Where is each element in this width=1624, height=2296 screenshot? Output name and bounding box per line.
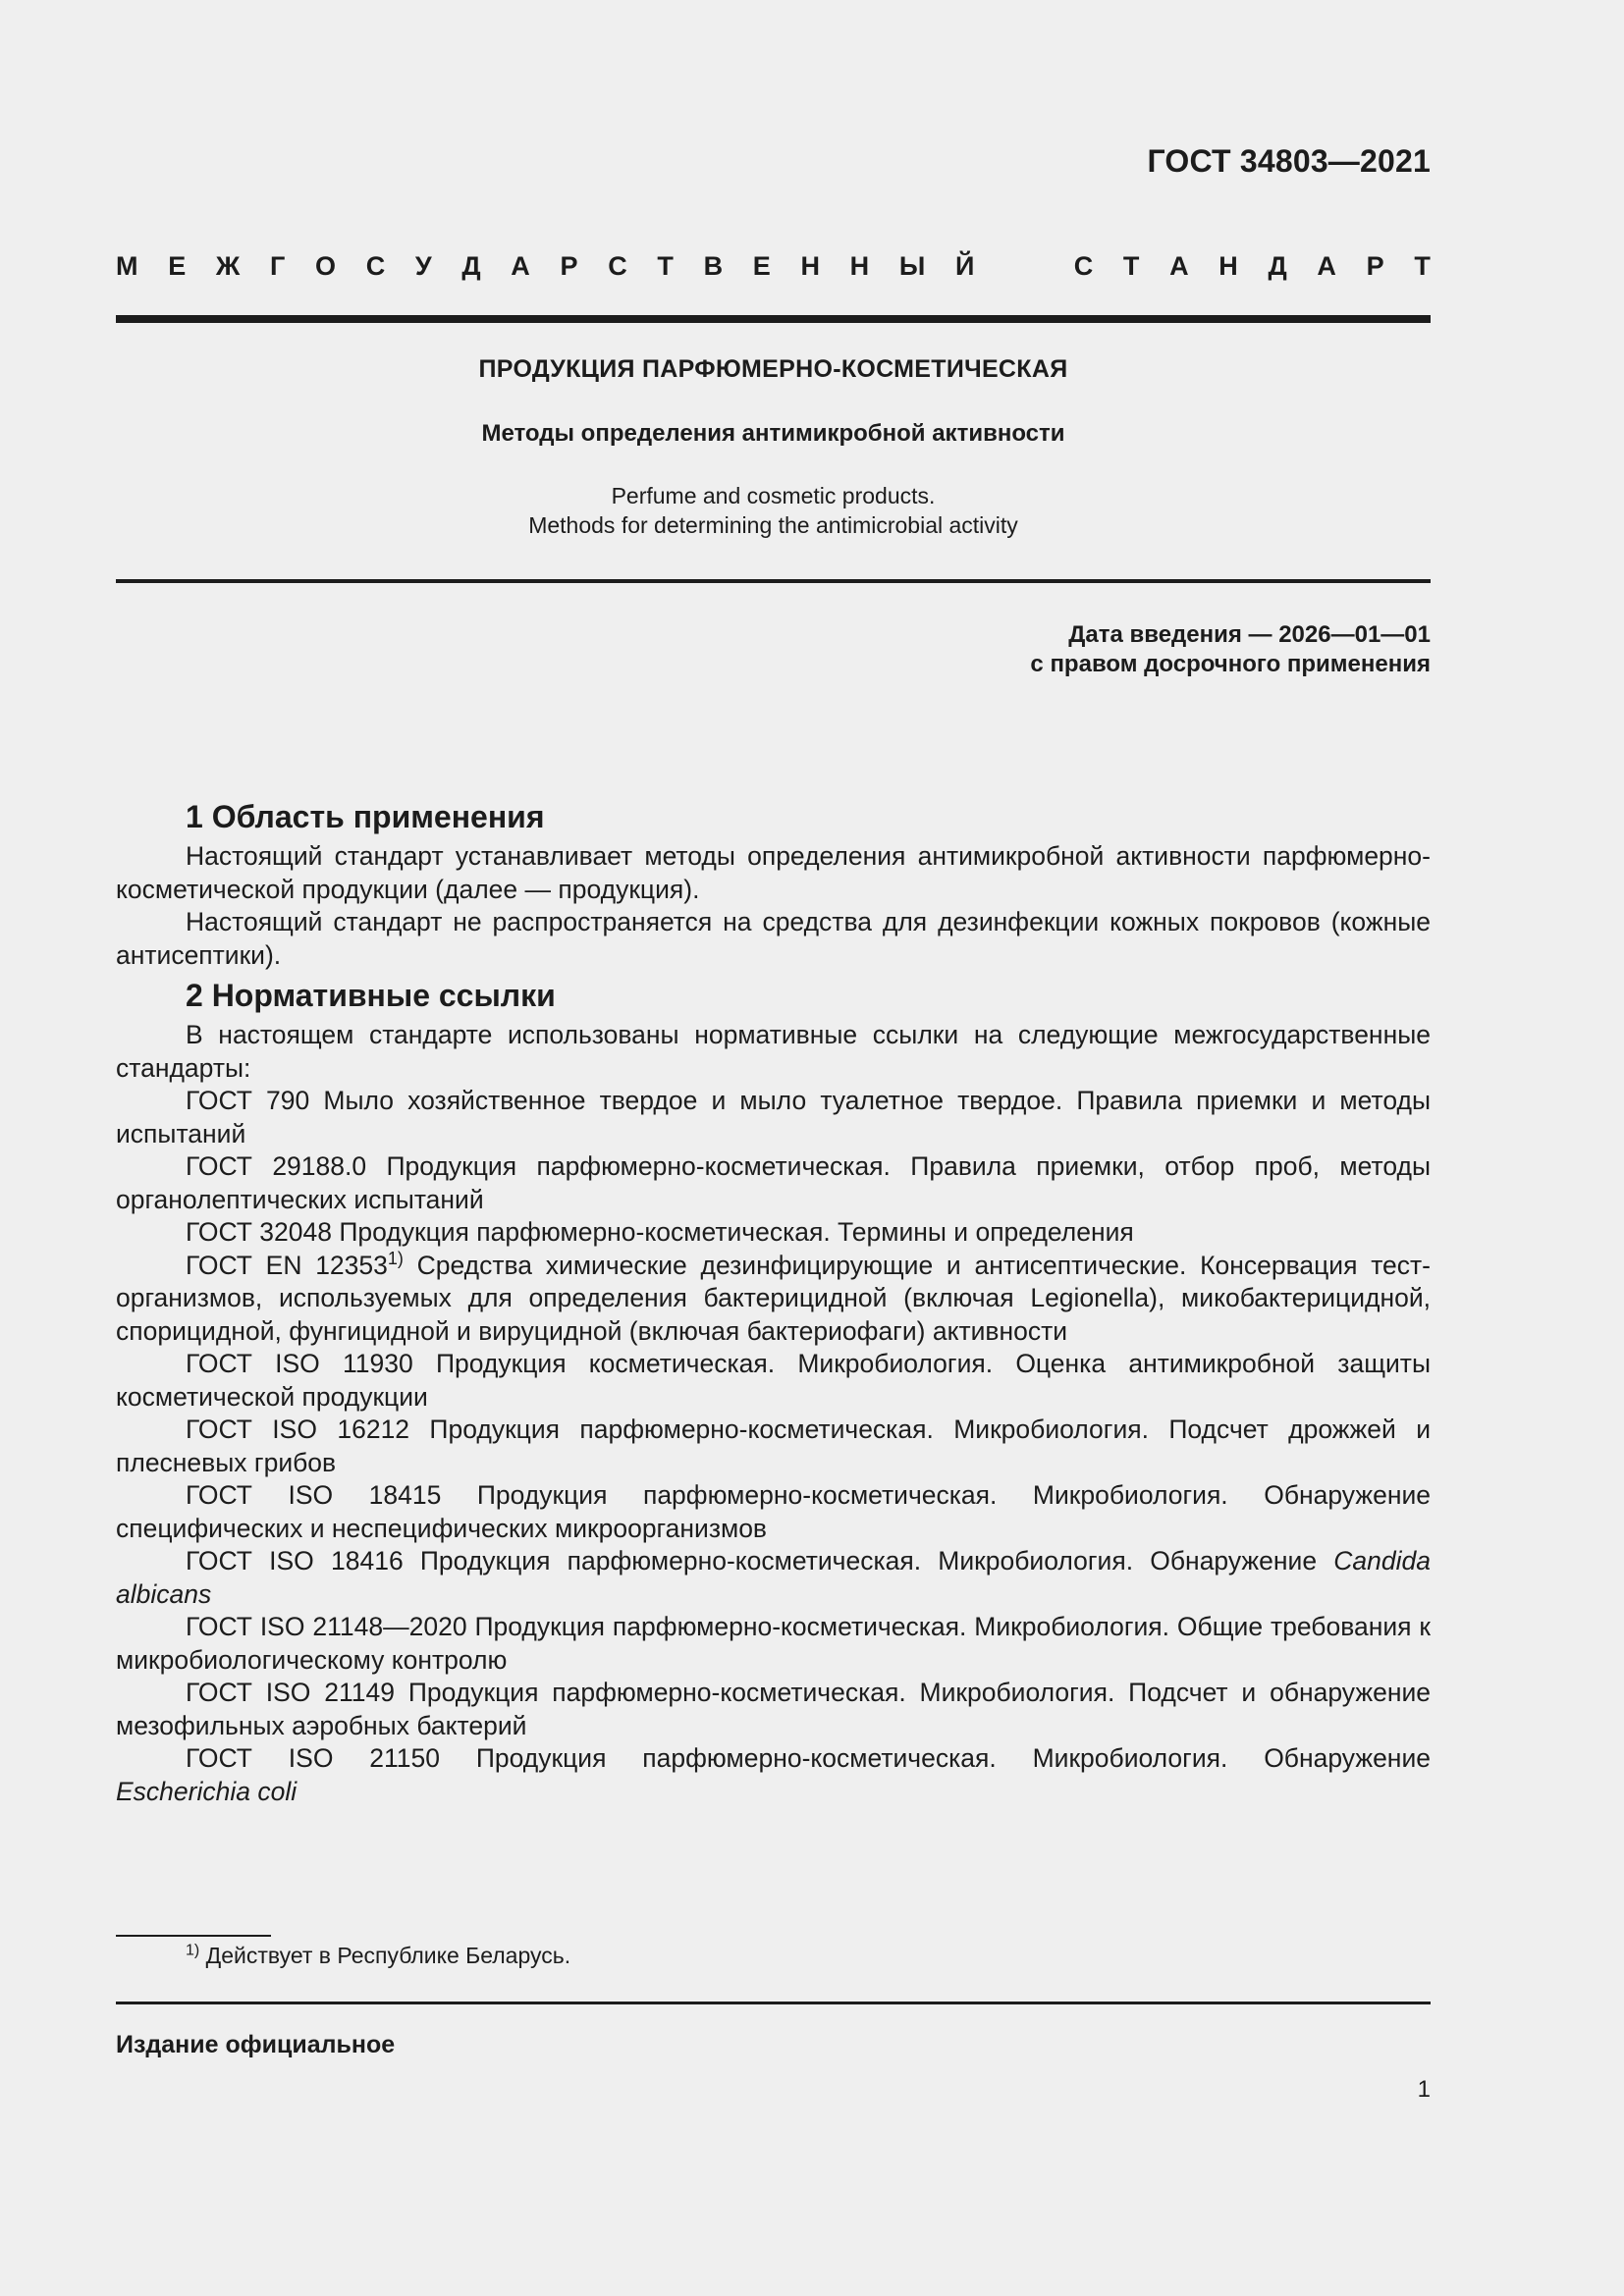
footnote xyxy=(186,1941,570,1970)
reference-gost-iso-11930: ГОСТ ISO 11930 Продукция косметическая. Микробиология. Оценка антимикробной защиты косметической продукции xyxy=(116,1349,1431,1412)
early-application-note: с правом досрочного применения xyxy=(1030,651,1431,677)
document-title: ПРОДУКЦИЯ ПАРФЮМЕРНО-КОСМЕТИЧЕСКАЯ xyxy=(478,355,1068,383)
heading-letter: А xyxy=(1317,251,1336,281)
footer-rule xyxy=(116,2002,1431,2004)
section-1-paragraph-2: Настоящий стандарт не распространяется на средства для дезинфекции кожных покровов (кожные антисептики). xyxy=(116,907,1431,970)
reference-gost-iso-21150-species xyxy=(116,1776,1431,1809)
reference-text: Средства химические дезинфицирующие и антисептические. Консервация тест-организмов, используемых для определения бактерицидной (включая Legionella), микобактерицидной, спорицидной, фунгицидной и вируцидной (включая бактериофаги) активности xyxy=(116,1250,1431,1346)
reference-gost-en-12353 xyxy=(116,1250,1431,1349)
document-subtitle: Методы определения антимикробной активности xyxy=(481,420,1065,447)
heading-letter: Г xyxy=(269,251,286,281)
footnote-mark: 1) xyxy=(387,1248,404,1268)
heading-letter: Т xyxy=(657,251,674,281)
heading-letter: В xyxy=(703,251,724,281)
introduction-date: Дата введения — 2026—01—01 xyxy=(1068,621,1431,648)
heading-letter: Е xyxy=(168,251,187,281)
heading-letter: Р xyxy=(1366,251,1384,281)
word-gap xyxy=(1004,251,1044,282)
footnote-mark: 1) xyxy=(186,1942,200,1959)
species-name: Candida albicans xyxy=(116,1546,1431,1609)
reference-gost-iso-18416 xyxy=(116,1545,1431,1611)
reference-gost-iso-21149: ГОСТ ISO 21149 Продукция парфюмерно-косметическая. Микробиология. Подсчет и обнаружение мезофильных аэробных бактерий xyxy=(116,1678,1431,1740)
interstate-standard-heading xyxy=(116,251,1431,282)
heading-letter: Н xyxy=(849,251,870,281)
heading-letter: Т xyxy=(1414,251,1431,281)
heading-letter: Н xyxy=(800,251,820,281)
reference-gost-iso-18415: ГОСТ ISO 18415 Продукция парфюмерно-косметическая. Микробиология. Обнаружение специфических и неспецифических микроорганизмов xyxy=(116,1480,1431,1543)
section-2-intro: В настоящем стандарте использованы нормативные ссылки на следующие межгосударственные стандарты: xyxy=(116,1020,1431,1083)
species-name: Escherichia coli xyxy=(116,1776,298,1806)
reference-gost-iso-21150 xyxy=(116,1742,1431,1776)
heading-letter: С xyxy=(365,251,386,281)
reference-gost-790: ГОСТ 790 Мыло хозяйственное твердое и мыло туалетное твердое. Правила приемки и методы испытаний xyxy=(116,1086,1431,1148)
heading-letter: С xyxy=(608,251,627,281)
gost-number: ГОСТ 34803—2021 xyxy=(1147,143,1431,179)
reference-gost-32048: ГОСТ 32048 Продукция парфюмерно-косметическая. Термины и определения xyxy=(186,1217,1134,1247)
heading-letter: У xyxy=(414,251,432,281)
heading-letter: Е xyxy=(752,251,771,281)
heading-letter: Ы xyxy=(898,251,926,281)
heading-letter: А xyxy=(1169,251,1189,281)
heading-letter: Д xyxy=(461,251,481,281)
footnote-rule xyxy=(116,1935,271,1937)
heading-letter: Д xyxy=(1268,251,1287,281)
document-body xyxy=(116,793,1431,1808)
section-1-paragraph-1: Настоящий стандарт устанавливает методы определения антимикробной активности парфюмерно-косметической продукции (далее — продукция). xyxy=(116,841,1431,904)
title-rule xyxy=(116,579,1431,583)
introduction-date-block xyxy=(1030,620,1431,679)
top-rule xyxy=(116,315,1431,323)
heading-letter: А xyxy=(511,251,530,281)
english-title-line-2: Methods for determining the antimicrobial activity xyxy=(528,512,1018,538)
heading-letter: Т xyxy=(1122,251,1140,281)
section-1-heading: 1 Область применения xyxy=(186,799,545,834)
reference-code: ГОСТ EN 12353 xyxy=(186,1250,388,1280)
official-edition-label: Издание официальное xyxy=(116,2031,396,2058)
heading-letter: Н xyxy=(1218,251,1238,281)
english-title xyxy=(116,481,1431,540)
section-2-heading: 2 Нормативные ссылки xyxy=(186,978,556,1013)
heading-letter: С xyxy=(1073,251,1094,281)
english-title-line-1: Perfume and cosmetic products. xyxy=(611,483,936,508)
footnote-text: Действует в Республике Беларусь. xyxy=(205,1943,571,1968)
page-number: 1 xyxy=(1417,2076,1431,2103)
reference-text: ГОСТ ISO 21150 Продукция парфюмерно-косметическая. Микробиология. Обнаружение xyxy=(186,1743,1431,1773)
heading-letter: Р xyxy=(560,251,578,281)
heading-letter: О xyxy=(314,251,336,281)
reference-text: ГОСТ ISO 18416 Продукция парфюмерно-косметическая. Микробиология. Обнаружение xyxy=(186,1546,1334,1575)
reference-gost-29188-0: ГОСТ 29188.0 Продукция парфюмерно-косметическая. Правила приемки, отбор проб, методы органолептических испытаний xyxy=(116,1151,1431,1214)
heading-letter: М xyxy=(116,251,138,281)
reference-gost-iso-16212: ГОСТ ISO 16212 Продукция парфюмерно-косметическая. Микробиология. Подсчет дрожжей и плесневых грибов xyxy=(116,1415,1431,1477)
heading-letter: Й xyxy=(954,251,975,281)
reference-gost-iso-21148: ГОСТ ISO 21148—2020 Продукция парфюмерно-косметическая. Микробиология. Общие требования к микробиологическому контролю xyxy=(116,1612,1431,1675)
heading-letter: Ж xyxy=(215,251,241,281)
